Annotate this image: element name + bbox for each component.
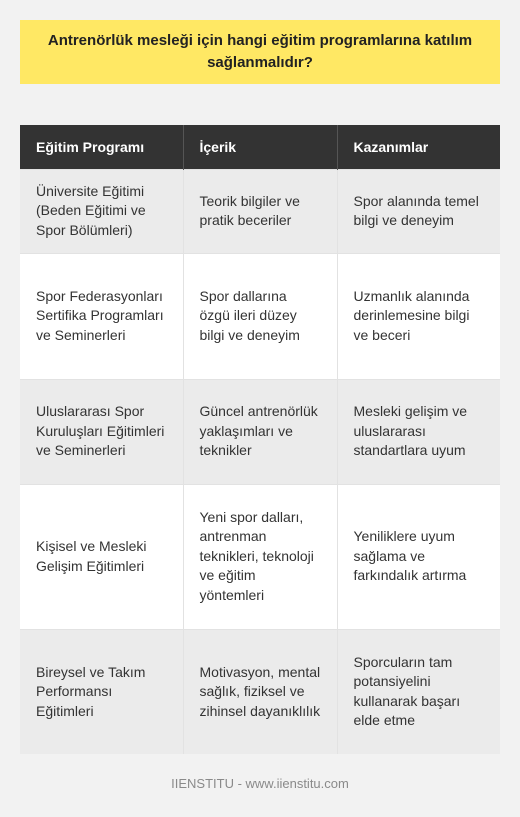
table-row [20, 253, 500, 379]
table-cell: Üniversite Eğitimi (Beden Eğitimi ve Spor Bölümleri) [20, 169, 183, 253]
table-cell: Mesleki gelişim ve uluslararası standartlara uyum [337, 379, 500, 484]
column-header-program: Eğitim Programı [20, 125, 183, 169]
table-row [20, 629, 500, 754]
table-cell: Spor alanında temel bilgi ve deneyim [337, 169, 500, 253]
table-cell: Yeniliklere uyum sağlama ve farkındalık artırma [337, 484, 500, 629]
table-cell: Teorik bilgiler ve pratik beceriler [183, 169, 337, 253]
table-cell: Güncel antrenörlük yaklaşımları ve teknikler [183, 379, 337, 484]
table-cell: Sporcuların tam potansiyelini kullanarak başarı elde etme [337, 629, 500, 754]
table-cell: Spor dallarına özgü ileri düzey bilgi ve deneyim [183, 253, 337, 379]
table-row [20, 169, 500, 253]
table-cell: Uluslararası Spor Kuruluşları Eğitimleri ve Seminerleri [20, 379, 183, 484]
title-banner [20, 20, 500, 84]
table-container [20, 125, 500, 754]
table-header-row [20, 125, 500, 169]
table-cell: Bireysel ve Takım Performansı Eğitimleri [20, 629, 183, 754]
footer-credit: IIENSTITU - www.iienstitu.com [171, 776, 349, 791]
table-row [20, 379, 500, 484]
table-cell: Spor Federasyonları Sertifika Programları ve Seminerleri [20, 253, 183, 379]
table-cell: Kişisel ve Mesleki Gelişim Eğitimleri [20, 484, 183, 629]
table-cell: Motivasyon, mental sağlık, fiziksel ve zihinsel dayanıklılık [183, 629, 337, 754]
page-title: Antrenörlük mesleği için hangi eğitim programlarına katılım sağlanmalıdır? [47, 32, 473, 71]
programs-table [20, 125, 500, 754]
table-row [20, 484, 500, 629]
column-header-content: İçerik [183, 125, 337, 169]
column-header-gains: Kazanımlar [337, 125, 500, 169]
table-cell: Uzmanlık alanında derinlemesine bilgi ve beceri [337, 253, 500, 379]
table-cell: Yeni spor dalları, antrenman teknikleri, teknoloji ve eğitim yöntemleri [183, 484, 337, 629]
